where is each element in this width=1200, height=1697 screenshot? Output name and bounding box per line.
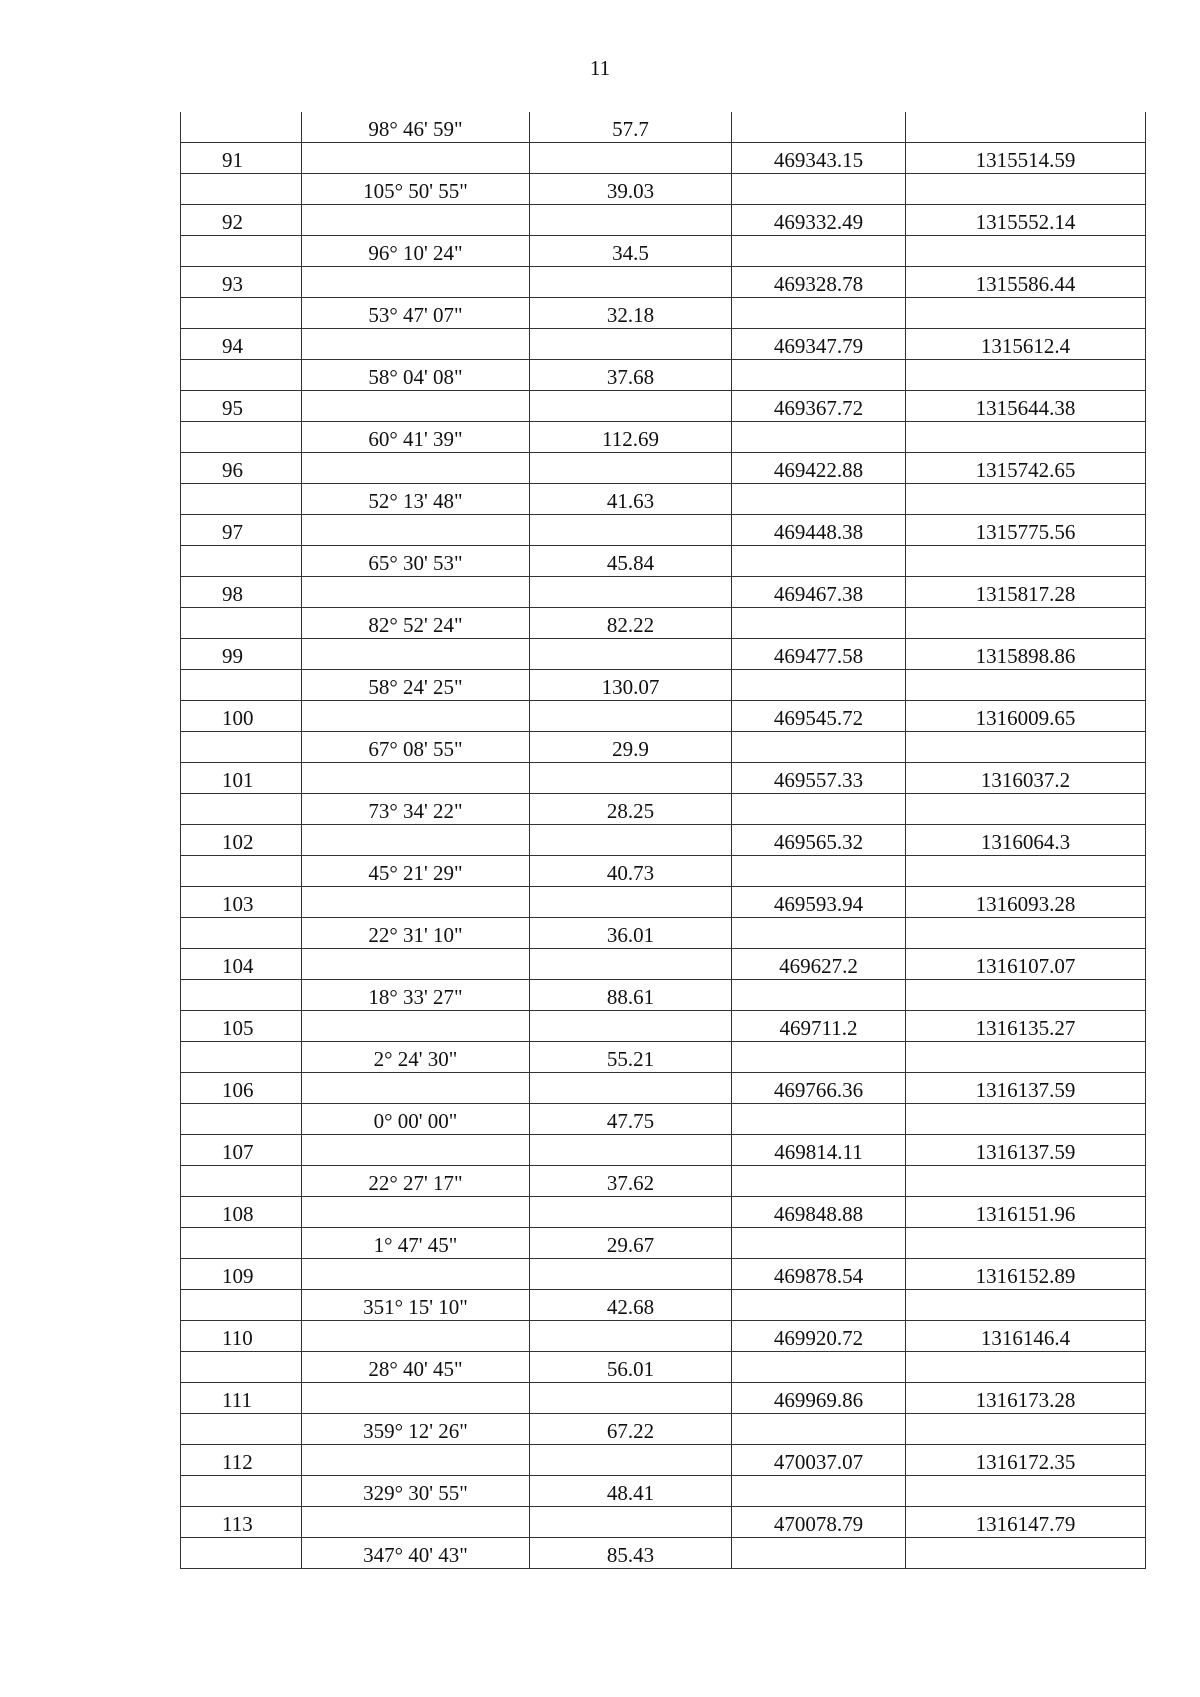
bearing-cell [302, 267, 530, 298]
bearing-cell [302, 887, 530, 918]
x-coordinate-cell [732, 1414, 906, 1445]
y-coordinate-cell: 1316135.27 [906, 1011, 1146, 1042]
point-number-cell [181, 1228, 302, 1259]
bearing-cell: 329° 30' 55" [302, 1476, 530, 1507]
leg-row [181, 1228, 1146, 1259]
point-row [181, 825, 1146, 856]
point-number-cell: 99 [181, 639, 302, 670]
x-coordinate-cell [732, 174, 906, 205]
distance-cell: 34.5 [530, 236, 732, 267]
point-row [181, 205, 1146, 236]
x-coordinate-cell: 469878.54 [732, 1259, 906, 1290]
distance-cell [530, 1507, 732, 1538]
distance-cell: 47.75 [530, 1104, 732, 1135]
distance-cell: 42.68 [530, 1290, 732, 1321]
point-number-cell [181, 608, 302, 639]
leg-row [181, 1352, 1146, 1383]
bearing-cell [302, 701, 530, 732]
bearing-cell [302, 639, 530, 670]
leg-row [181, 484, 1146, 515]
distance-cell [530, 825, 732, 856]
leg-row [181, 236, 1146, 267]
y-coordinate-cell [906, 1228, 1146, 1259]
x-coordinate-cell: 469557.33 [732, 763, 906, 794]
leg-row [181, 1166, 1146, 1197]
x-coordinate-cell: 469565.32 [732, 825, 906, 856]
point-number-cell [181, 856, 302, 887]
point-row [181, 1073, 1146, 1104]
point-row [181, 329, 1146, 360]
point-number-cell [181, 484, 302, 515]
x-coordinate-cell [732, 980, 906, 1011]
point-number-cell [181, 422, 302, 453]
bearing-cell: 359° 12' 26" [302, 1414, 530, 1445]
y-coordinate-cell: 1316037.2 [906, 763, 1146, 794]
point-number-cell: 104 [181, 949, 302, 980]
y-coordinate-cell [906, 360, 1146, 391]
point-number-cell: 97 [181, 515, 302, 546]
bearing-cell: 18° 33' 27" [302, 980, 530, 1011]
point-number-cell: 105 [181, 1011, 302, 1042]
distance-cell [530, 515, 732, 546]
bearing-cell: 58° 04' 08" [302, 360, 530, 391]
y-coordinate-cell [906, 670, 1146, 701]
distance-cell: 130.07 [530, 670, 732, 701]
y-coordinate-cell: 1315742.65 [906, 453, 1146, 484]
y-coordinate-cell [906, 422, 1146, 453]
distance-cell [530, 1383, 732, 1414]
point-number-cell [181, 1166, 302, 1197]
leg-row [181, 422, 1146, 453]
bearing-cell: 53° 47' 07" [302, 298, 530, 329]
x-coordinate-cell: 469448.38 [732, 515, 906, 546]
x-coordinate-cell: 469347.79 [732, 329, 906, 360]
x-coordinate-cell: 469766.36 [732, 1073, 906, 1104]
distance-cell [530, 639, 732, 670]
x-coordinate-cell [732, 1042, 906, 1073]
point-number-cell [181, 794, 302, 825]
y-coordinate-cell [906, 112, 1146, 143]
x-coordinate-cell: 469627.2 [732, 949, 906, 980]
leg-row [181, 546, 1146, 577]
page-number: 11 [589, 56, 611, 80]
point-row [181, 887, 1146, 918]
point-row [181, 1507, 1146, 1538]
point-number-cell: 93 [181, 267, 302, 298]
point-number-cell: 112 [181, 1445, 302, 1476]
point-row [181, 453, 1146, 484]
point-number-cell: 95 [181, 391, 302, 422]
y-coordinate-cell: 1315898.86 [906, 639, 1146, 670]
distance-cell: 28.25 [530, 794, 732, 825]
distance-cell: 36.01 [530, 918, 732, 949]
y-coordinate-cell: 1316064.3 [906, 825, 1146, 856]
bearing-cell [302, 1321, 530, 1352]
point-number-cell [181, 980, 302, 1011]
leg-row [181, 112, 1146, 143]
point-row [181, 1011, 1146, 1042]
x-coordinate-cell [732, 1228, 906, 1259]
point-number-cell [181, 1352, 302, 1383]
point-row [181, 701, 1146, 732]
bearing-cell: 22° 31' 10" [302, 918, 530, 949]
distance-cell [530, 1073, 732, 1104]
point-number-cell: 91 [181, 143, 302, 174]
leg-row [181, 1042, 1146, 1073]
bearing-cell: 45° 21' 29" [302, 856, 530, 887]
y-coordinate-cell [906, 732, 1146, 763]
y-coordinate-cell [906, 298, 1146, 329]
point-row [181, 1135, 1146, 1166]
point-number-cell [181, 360, 302, 391]
x-coordinate-cell [732, 856, 906, 887]
leg-row [181, 732, 1146, 763]
x-coordinate-cell [732, 1352, 906, 1383]
x-coordinate-cell [732, 794, 906, 825]
point-number-cell: 113 [181, 1507, 302, 1538]
bearing-cell [302, 577, 530, 608]
point-number-cell: 110 [181, 1321, 302, 1352]
point-row [181, 577, 1146, 608]
bearing-cell: 73° 34' 22" [302, 794, 530, 825]
y-coordinate-cell: 1316172.35 [906, 1445, 1146, 1476]
point-number-cell [181, 1042, 302, 1073]
point-number-cell [181, 1414, 302, 1445]
x-coordinate-cell: 469969.86 [732, 1383, 906, 1414]
point-number-cell [181, 670, 302, 701]
distance-cell [530, 205, 732, 236]
y-coordinate-cell [906, 1290, 1146, 1321]
distance-cell: 57.7 [530, 112, 732, 143]
y-coordinate-cell: 1316173.28 [906, 1383, 1146, 1414]
x-coordinate-cell [732, 236, 906, 267]
y-coordinate-cell: 1316147.79 [906, 1507, 1146, 1538]
y-coordinate-cell: 1315612.4 [906, 329, 1146, 360]
point-row [181, 267, 1146, 298]
x-coordinate-cell: 469848.88 [732, 1197, 906, 1228]
distance-cell [530, 1011, 732, 1042]
bearing-cell: 28° 40' 45" [302, 1352, 530, 1383]
distance-cell [530, 887, 732, 918]
bearing-cell [302, 1073, 530, 1104]
bearing-cell [302, 1383, 530, 1414]
distance-cell: 37.68 [530, 360, 732, 391]
x-coordinate-cell: 469422.88 [732, 453, 906, 484]
distance-cell [530, 267, 732, 298]
point-number-cell: 107 [181, 1135, 302, 1166]
point-number-cell [181, 918, 302, 949]
y-coordinate-cell [906, 794, 1146, 825]
point-row [181, 763, 1146, 794]
y-coordinate-cell [906, 1538, 1146, 1569]
y-coordinate-cell [906, 484, 1146, 515]
bearing-cell: 1° 47' 45" [302, 1228, 530, 1259]
distance-cell: 45.84 [530, 546, 732, 577]
bearing-cell [302, 329, 530, 360]
y-coordinate-cell: 1315817.28 [906, 577, 1146, 608]
x-coordinate-cell [732, 670, 906, 701]
point-row [181, 143, 1146, 174]
x-coordinate-cell [732, 1104, 906, 1135]
point-number-cell [181, 112, 302, 143]
distance-cell: 48.41 [530, 1476, 732, 1507]
x-coordinate-cell: 469545.72 [732, 701, 906, 732]
y-coordinate-cell: 1316137.59 [906, 1135, 1146, 1166]
y-coordinate-cell: 1316152.89 [906, 1259, 1146, 1290]
leg-row [181, 298, 1146, 329]
point-number-cell [181, 174, 302, 205]
coordinate-table [180, 112, 1146, 1569]
bearing-cell [302, 1135, 530, 1166]
x-coordinate-cell: 469477.58 [732, 639, 906, 670]
x-coordinate-cell: 469367.72 [732, 391, 906, 422]
point-number-cell: 98 [181, 577, 302, 608]
y-coordinate-cell [906, 918, 1146, 949]
x-coordinate-cell [732, 732, 906, 763]
leg-row [181, 670, 1146, 701]
x-coordinate-cell [732, 1538, 906, 1569]
point-row [181, 1259, 1146, 1290]
point-number-cell [181, 236, 302, 267]
y-coordinate-cell [906, 856, 1146, 887]
y-coordinate-cell: 1315644.38 [906, 391, 1146, 422]
y-coordinate-cell: 1316107.07 [906, 949, 1146, 980]
bearing-cell [302, 1445, 530, 1476]
point-number-cell [181, 546, 302, 577]
point-number-cell: 101 [181, 763, 302, 794]
point-number-cell: 96 [181, 453, 302, 484]
bearing-cell [302, 1197, 530, 1228]
distance-cell [530, 1321, 732, 1352]
distance-cell: 55.21 [530, 1042, 732, 1073]
leg-row [181, 794, 1146, 825]
point-row [181, 1445, 1146, 1476]
x-coordinate-cell [732, 918, 906, 949]
distance-cell: 39.03 [530, 174, 732, 205]
bearing-cell: 67° 08' 55" [302, 732, 530, 763]
distance-cell [530, 329, 732, 360]
x-coordinate-cell: 469814.11 [732, 1135, 906, 1166]
distance-cell [530, 701, 732, 732]
bearing-cell: 96° 10' 24" [302, 236, 530, 267]
x-coordinate-cell: 470078.79 [732, 1507, 906, 1538]
point-number-cell [181, 1104, 302, 1135]
y-coordinate-cell [906, 1166, 1146, 1197]
x-coordinate-cell [732, 608, 906, 639]
y-coordinate-cell [906, 1476, 1146, 1507]
leg-row [181, 1290, 1146, 1321]
point-number-cell: 94 [181, 329, 302, 360]
distance-cell [530, 1445, 732, 1476]
y-coordinate-cell: 1315552.14 [906, 205, 1146, 236]
point-number-cell [181, 1538, 302, 1569]
x-coordinate-cell: 469920.72 [732, 1321, 906, 1352]
bearing-cell: 2° 24' 30" [302, 1042, 530, 1073]
y-coordinate-cell [906, 546, 1146, 577]
point-number-cell [181, 298, 302, 329]
y-coordinate-cell [906, 1414, 1146, 1445]
distance-cell [530, 1135, 732, 1166]
x-coordinate-cell [732, 546, 906, 577]
x-coordinate-cell: 469328.78 [732, 267, 906, 298]
coordinate-table-body [181, 112, 1146, 1569]
bearing-cell: 82° 52' 24" [302, 608, 530, 639]
leg-row [181, 174, 1146, 205]
point-number-cell [181, 1290, 302, 1321]
bearing-cell: 65° 30' 53" [302, 546, 530, 577]
distance-cell [530, 143, 732, 174]
x-coordinate-cell: 469467.38 [732, 577, 906, 608]
y-coordinate-cell [906, 608, 1146, 639]
distance-cell: 29.67 [530, 1228, 732, 1259]
x-coordinate-cell: 469343.15 [732, 143, 906, 174]
bearing-cell: 60° 41' 39" [302, 422, 530, 453]
leg-row [181, 1104, 1146, 1135]
x-coordinate-cell [732, 422, 906, 453]
x-coordinate-cell [732, 1476, 906, 1507]
distance-cell: 112.69 [530, 422, 732, 453]
point-number-cell [181, 732, 302, 763]
x-coordinate-cell: 469332.49 [732, 205, 906, 236]
x-coordinate-cell: 469593.94 [732, 887, 906, 918]
bearing-cell: 52° 13' 48" [302, 484, 530, 515]
y-coordinate-cell [906, 174, 1146, 205]
bearing-cell [302, 391, 530, 422]
bearing-cell [302, 1011, 530, 1042]
bearing-cell: 0° 00' 00" [302, 1104, 530, 1135]
distance-cell: 37.62 [530, 1166, 732, 1197]
distance-cell: 41.63 [530, 484, 732, 515]
y-coordinate-cell [906, 980, 1146, 1011]
bearing-cell: 347° 40' 43" [302, 1538, 530, 1569]
x-coordinate-cell [732, 298, 906, 329]
distance-cell [530, 763, 732, 794]
y-coordinate-cell [906, 1104, 1146, 1135]
y-coordinate-cell: 1316093.28 [906, 887, 1146, 918]
distance-cell: 82.22 [530, 608, 732, 639]
leg-row [181, 856, 1146, 887]
y-coordinate-cell [906, 1352, 1146, 1383]
leg-row [181, 918, 1146, 949]
x-coordinate-cell [732, 360, 906, 391]
point-row [181, 1383, 1146, 1414]
point-number-cell: 109 [181, 1259, 302, 1290]
distance-cell: 32.18 [530, 298, 732, 329]
distance-cell [530, 391, 732, 422]
point-row [181, 391, 1146, 422]
point-row [181, 1321, 1146, 1352]
x-coordinate-cell [732, 1166, 906, 1197]
y-coordinate-cell: 1316009.65 [906, 701, 1146, 732]
bearing-cell [302, 515, 530, 546]
y-coordinate-cell: 1315514.59 [906, 143, 1146, 174]
x-coordinate-cell [732, 112, 906, 143]
point-number-cell: 92 [181, 205, 302, 236]
y-coordinate-cell: 1316146.4 [906, 1321, 1146, 1352]
bearing-cell: 22° 27' 17" [302, 1166, 530, 1197]
distance-cell: 29.9 [530, 732, 732, 763]
leg-row [181, 980, 1146, 1011]
point-number-cell: 103 [181, 887, 302, 918]
distance-cell [530, 577, 732, 608]
x-coordinate-cell [732, 484, 906, 515]
distance-cell [530, 453, 732, 484]
y-coordinate-cell: 1315586.44 [906, 267, 1146, 298]
leg-row [181, 608, 1146, 639]
y-coordinate-cell: 1316137.59 [906, 1073, 1146, 1104]
bearing-cell: 105° 50' 55" [302, 174, 530, 205]
bearing-cell: 351° 15' 10" [302, 1290, 530, 1321]
y-coordinate-cell: 1316151.96 [906, 1197, 1146, 1228]
bearing-cell [302, 143, 530, 174]
point-row [181, 515, 1146, 546]
distance-cell: 56.01 [530, 1352, 732, 1383]
distance-cell: 67.22 [530, 1414, 732, 1445]
point-row [181, 949, 1146, 980]
y-coordinate-cell: 1315775.56 [906, 515, 1146, 546]
distance-cell: 40.73 [530, 856, 732, 887]
point-number-cell: 102 [181, 825, 302, 856]
point-number-cell [181, 1476, 302, 1507]
leg-row [181, 1476, 1146, 1507]
leg-row [181, 360, 1146, 391]
bearing-cell [302, 949, 530, 980]
x-coordinate-cell [732, 1290, 906, 1321]
leg-row [181, 1538, 1146, 1569]
point-number-cell: 100 [181, 701, 302, 732]
x-coordinate-cell: 470037.07 [732, 1445, 906, 1476]
bearing-cell [302, 763, 530, 794]
bearing-cell [302, 1259, 530, 1290]
bearing-cell [302, 1507, 530, 1538]
x-coordinate-cell: 469711.2 [732, 1011, 906, 1042]
distance-cell [530, 1197, 732, 1228]
point-row [181, 639, 1146, 670]
bearing-cell [302, 205, 530, 236]
distance-cell [530, 1259, 732, 1290]
distance-cell [530, 949, 732, 980]
point-number-cell: 106 [181, 1073, 302, 1104]
point-number-cell: 108 [181, 1197, 302, 1228]
bearing-cell [302, 825, 530, 856]
y-coordinate-cell [906, 1042, 1146, 1073]
leg-row [181, 1414, 1146, 1445]
distance-cell: 85.43 [530, 1538, 732, 1569]
point-row [181, 1197, 1146, 1228]
bearing-cell: 58° 24' 25" [302, 670, 530, 701]
point-number-cell: 111 [181, 1383, 302, 1414]
bearing-cell: 98° 46' 59" [302, 112, 530, 143]
y-coordinate-cell [906, 236, 1146, 267]
bearing-cell [302, 453, 530, 484]
distance-cell: 88.61 [530, 980, 732, 1011]
